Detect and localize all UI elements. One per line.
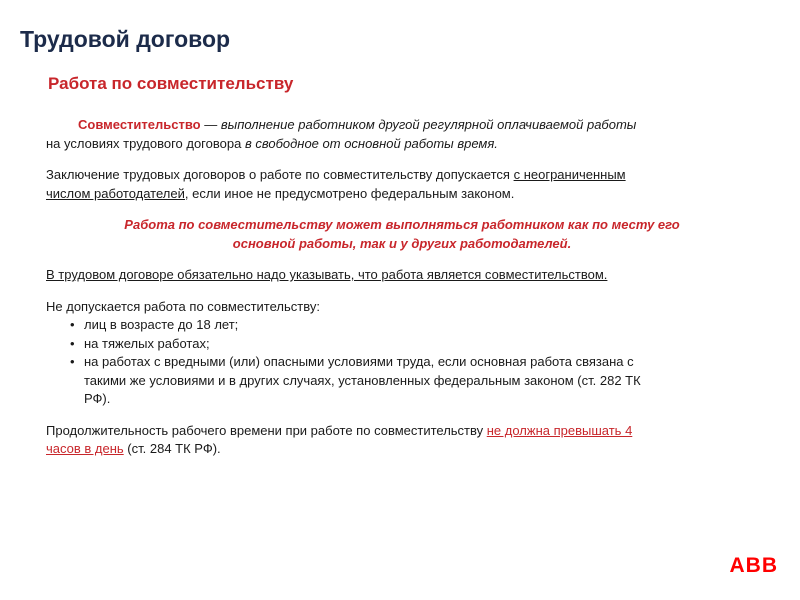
restrictions-list bbox=[46, 316, 758, 409]
list-item: • на работах с вредными (или) опасными условиями труда, если основная работа связана с bbox=[46, 353, 758, 372]
definition-text-1: выполнение работником другой регулярной оплачиваемой работы bbox=[220, 117, 637, 132]
duration-paragraph-cont bbox=[46, 440, 758, 459]
conclusion-link-2: числом работодателей, bbox=[46, 185, 189, 201]
highlight-line-2: основной работы, так и у других работодателей. bbox=[232, 235, 572, 251]
list-item-continuation: РФ). bbox=[84, 391, 111, 406]
duration-paragraph bbox=[46, 422, 758, 441]
definition-text-3: в свободное от основной работы время. bbox=[244, 135, 498, 151]
contract-note: В трудовом договоре обязательно надо указывать, что работа является совместительством. bbox=[46, 267, 608, 282]
bullet-icon: • bbox=[70, 354, 75, 369]
definition-text-2: на условиях трудового договора bbox=[46, 135, 245, 151]
highlight-line-1: Работа по совместительству может выполняться работником как по месту его bbox=[124, 217, 680, 232]
definition-paragraph bbox=[46, 116, 758, 135]
definition-term: Совместительство bbox=[78, 117, 201, 132]
definition-dash: — bbox=[200, 117, 221, 132]
list-item: • лиц в возрасте до 18 лет; bbox=[46, 316, 758, 335]
page-title: Трудовой договор bbox=[20, 26, 231, 52]
duration-red-1: не должна превышать 4 bbox=[486, 422, 633, 438]
duration-red-2: часов в день bbox=[46, 441, 124, 456]
abb-logo: ABB bbox=[729, 554, 778, 577]
list-item: • на тяжелых работах; bbox=[46, 335, 758, 354]
conclusion-text-1: Заключение трудовых договоров о работе по совместительству допускается bbox=[46, 167, 514, 182]
bullet-icon: • bbox=[70, 335, 75, 351]
restrictions-intro: Не допускается работа по совместительству: bbox=[46, 298, 320, 314]
conclusion-link-1: с неограниченным bbox=[513, 167, 626, 182]
section-subtitle: Работа по совместительству bbox=[48, 74, 294, 93]
conclusion-text-2: если иное не предусмотрено федеральным законом. bbox=[188, 185, 515, 201]
bullet-icon: • bbox=[70, 317, 75, 332]
duration-text-1: Продолжительность рабочего времени при работе по совместительству bbox=[46, 422, 487, 438]
list-item-continuation: такими же условиями и в других случаях, установленных федеральным законом (ст. 282 ТК bbox=[84, 372, 641, 388]
duration-text-2: (ст. 284 ТК РФ). bbox=[123, 441, 221, 456]
conclusion-paragraph bbox=[46, 166, 758, 185]
content-body bbox=[46, 116, 758, 459]
definition-paragraph-cont bbox=[46, 135, 758, 154]
conclusion-paragraph-cont bbox=[46, 185, 758, 204]
